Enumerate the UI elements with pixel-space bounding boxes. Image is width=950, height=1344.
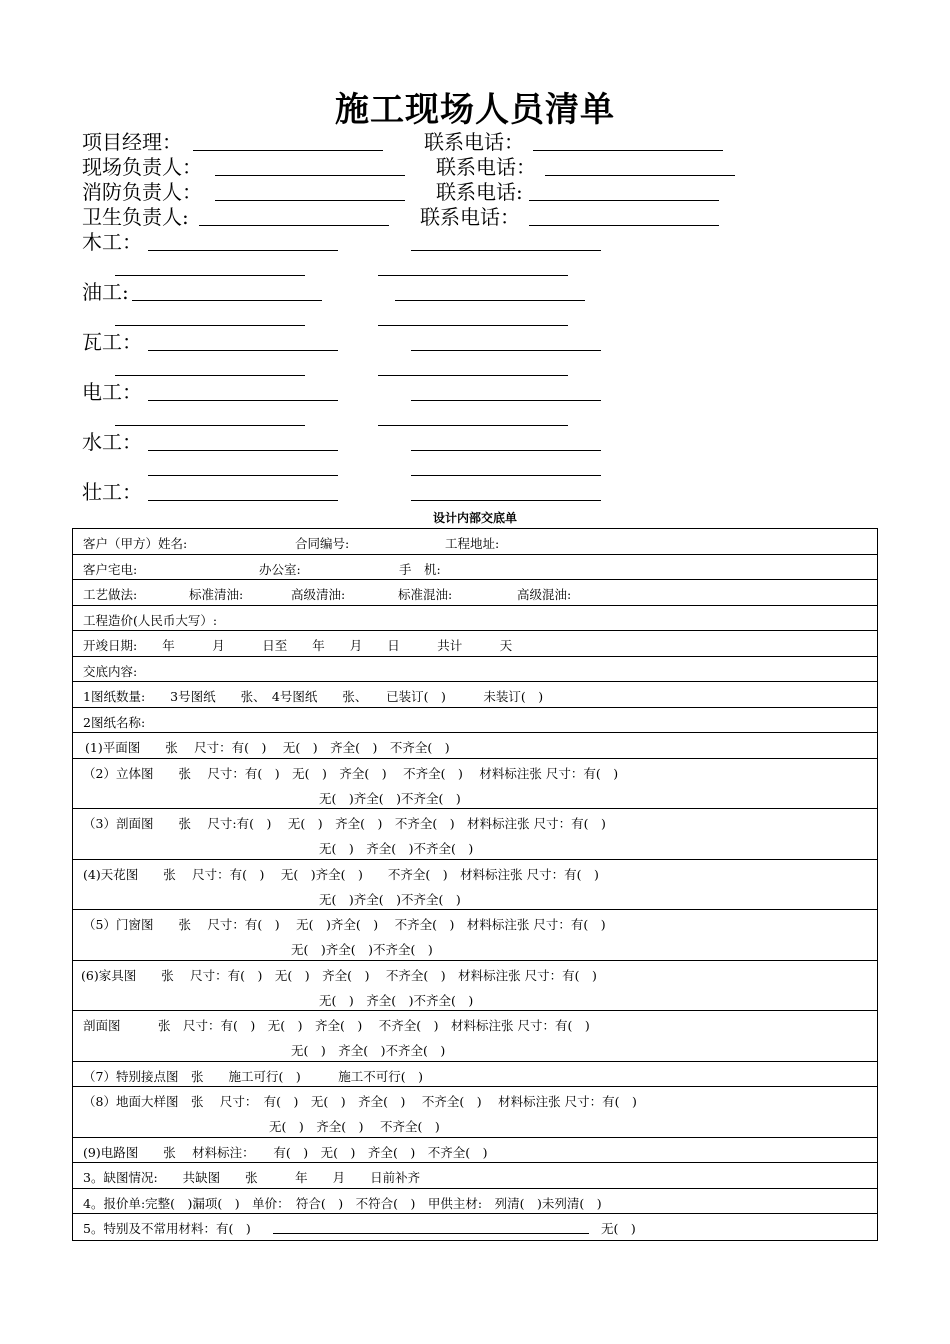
carpenter-field-3[interactable] xyxy=(115,275,305,276)
fire-leader-phone-field[interactable] xyxy=(529,200,719,201)
floor-drawing-line-2: 无( ) 齐全( ) 不齐全( ) xyxy=(269,1119,440,1134)
plumber-field-3[interactable] xyxy=(148,475,338,476)
drawings-count-line: 1图纸数量: 3号图纸 张、 4号图纸 张、 已装订( ) 未装订( ) xyxy=(83,689,544,704)
table-row xyxy=(73,606,877,632)
cost-label: 工程造价(人民币大写）: xyxy=(83,612,218,628)
electrician-field-1[interactable] xyxy=(148,400,338,401)
painter-field-2[interactable] xyxy=(395,300,585,301)
handover-form-table xyxy=(72,528,878,1241)
quote-line: 4。报价单:完整( )漏项( ) 单价： 符合( ) 不符合( ) 甲供主材: 列清( )未列清( ) xyxy=(83,1195,602,1211)
table-row xyxy=(73,1087,877,1138)
table-row xyxy=(73,631,877,657)
furniture-drawing-line: (6)家具图 张 尺寸：有( ) 无( ) 齐全( ) 不齐全( ) 材料标注张 尺寸：有( ) xyxy=(81,967,597,983)
section-drawing-line-2: 无( ) 齐全( )不齐全( ) xyxy=(319,841,474,856)
client-name-label: 客户（甲方）姓名: xyxy=(83,536,188,551)
ceiling-drawing-line: (4)天花图 张 尺寸：有( ) 无( )齐全( ) 不齐全( ) 材料标注张 尺寸：有( ) xyxy=(83,866,599,882)
electrician-field-4[interactable] xyxy=(378,425,568,426)
elevation-drawing-line-2: 无( )齐全( )不齐全( ) xyxy=(319,790,461,806)
special-material-label: 5。特别及不常用材料：有( ) xyxy=(83,1221,251,1236)
site-leader-field[interactable] xyxy=(215,175,405,176)
high-clear-oil-label: 高级清油: xyxy=(291,587,346,602)
project-address-label: 工程地址: xyxy=(445,536,500,551)
carpenter-field-4[interactable] xyxy=(378,275,568,276)
contract-no-label: 合同编号: xyxy=(295,536,350,551)
high-mixed-oil-label: 高级混油: xyxy=(517,587,572,602)
table-row xyxy=(73,529,877,555)
section2-drawing-line: 剖面图 张 尺寸：有( ) 无( ) 齐全( ) 不齐全( ) 材料标注张 尺寸：有( ) xyxy=(83,1018,590,1033)
plumber-field-1[interactable] xyxy=(148,450,338,451)
special-material-field[interactable] xyxy=(273,1233,589,1234)
plumber-label: 水工： xyxy=(82,430,142,454)
page-title: 施工现场人员清单 xyxy=(335,90,615,130)
project-manager-phone-field[interactable] xyxy=(533,150,723,151)
window-drawing-line: （5）门窗图 张 尺寸：有( ) 无( )齐全( ) 不齐全( ) 材料标注张 尺寸：有( ) xyxy=(83,917,606,932)
plumber-field-4[interactable] xyxy=(411,475,601,476)
date-line: 开竣日期: 年 月 日至 年 月 日 共计 天 xyxy=(83,638,513,653)
table-row xyxy=(73,657,877,683)
table-row xyxy=(73,682,877,708)
table-row xyxy=(73,1163,877,1189)
carpenter-label: 木工： xyxy=(82,230,142,254)
laborer-label: 壮工： xyxy=(82,480,142,504)
office-phone-label: 办公室: xyxy=(259,561,301,577)
painter-field-4[interactable] xyxy=(378,325,568,326)
window-drawing-line-2: 无( )齐全( )不齐全( ) xyxy=(291,942,433,957)
table-row xyxy=(73,809,877,860)
table-row xyxy=(73,759,877,810)
ceiling-drawing-line-2: 无( )齐全( )不齐全( ) xyxy=(319,891,461,907)
carpenter-field-1[interactable] xyxy=(148,250,338,251)
furniture-drawing-line-2: 无( ) 齐全( )不齐全( ) xyxy=(319,992,474,1008)
missing-drawings-line: 3。缺图情况: 共缺图 张 年 月 日前补齐 xyxy=(83,1170,421,1185)
special-joint-line: （7）特别接点图 张 施工可行( ) 施工不可行( ) xyxy=(83,1068,423,1084)
special-material-none: 无( ) xyxy=(601,1221,636,1236)
hygiene-leader-phone-label: 联系电话： xyxy=(420,205,520,229)
electrician-field-2[interactable] xyxy=(411,400,601,401)
floor-drawing-line: （8）地面大样图 张 尺寸： 有( ) 无( ) 齐全( ) 不齐全( ) 材料标注张 尺寸：有( ) xyxy=(83,1094,637,1109)
project-manager-label: 项目经理： xyxy=(82,130,182,154)
laborer-field-2[interactable] xyxy=(411,500,601,501)
table-row xyxy=(73,1062,877,1088)
process-label: 工艺做法: xyxy=(83,587,138,602)
tiler-field-2[interactable] xyxy=(411,350,601,351)
fire-leader-label: 消防负责人： xyxy=(82,180,202,204)
table-row xyxy=(73,708,877,734)
elevation-drawing-line: （2）立体图 张 尺寸：有( ) 无( ) 齐全( ) 不齐全( ) 材料标注张 尺寸：有( ) xyxy=(83,765,619,781)
circuit-drawing-line: (9)电路图 张 材料标注： 有( ) 无( ) 齐全( ) 不齐全( ) xyxy=(83,1144,488,1160)
section-drawing-line: （3）剖面图 张 尺寸:有( ) 无( ) 齐全( ) 不齐全( ) 材料标注张 尺寸：有( ) xyxy=(83,816,606,831)
electrician-label: 电工： xyxy=(82,380,142,404)
painter-field-3[interactable] xyxy=(115,325,305,326)
section2-drawing-line-2: 无( ) 齐全( )不齐全( ) xyxy=(291,1043,446,1058)
hygiene-leader-field[interactable] xyxy=(199,225,389,226)
plan-drawing-line: (1)平面图 张 尺寸：有( ) 无( ) 齐全( ) 不齐全( ) xyxy=(85,740,450,755)
table-row xyxy=(73,733,877,759)
painter-label: 油工: xyxy=(82,280,129,304)
site-leader-phone-field[interactable] xyxy=(545,175,735,176)
project-manager-phone-label: 联系电话： xyxy=(424,130,524,154)
table-row xyxy=(73,1189,877,1215)
fire-leader-phone-label: 联系电话: xyxy=(436,180,523,204)
painter-field-1[interactable] xyxy=(132,300,322,301)
plumber-field-2[interactable] xyxy=(411,450,601,451)
hygiene-leader-label: 卫生负责人: xyxy=(82,205,189,229)
drawings-name-label: 2图纸名称: xyxy=(83,714,146,730)
mobile-label: 手 机: xyxy=(399,561,441,577)
hygiene-leader-phone-field[interactable] xyxy=(529,225,719,226)
site-leader-phone-label: 联系电话： xyxy=(436,155,536,179)
fire-leader-field[interactable] xyxy=(215,200,405,201)
table-row xyxy=(73,580,877,606)
tiler-field-3[interactable] xyxy=(115,375,305,376)
table-row xyxy=(73,1214,877,1240)
table-row xyxy=(73,910,877,961)
std-clear-oil-label: 标准清油: xyxy=(189,587,244,602)
table-row xyxy=(73,1011,877,1062)
tiler-field-1[interactable] xyxy=(148,350,338,351)
laborer-field-1[interactable] xyxy=(148,500,338,501)
form-title: 设计内部交底单 xyxy=(432,511,517,525)
tiler-field-4[interactable] xyxy=(378,375,568,376)
table-row xyxy=(73,555,877,581)
tiler-label: 瓦工： xyxy=(82,330,142,354)
electrician-field-3[interactable] xyxy=(115,425,305,426)
table-row xyxy=(73,1138,877,1164)
project-manager-field[interactable] xyxy=(193,150,383,151)
home-phone-label: 客户宅电: xyxy=(83,561,138,577)
table-row xyxy=(73,961,877,1012)
content-label: 交底内容: xyxy=(83,663,138,679)
table-row xyxy=(73,860,877,911)
std-mixed-oil-label: 标准混油: xyxy=(398,587,453,602)
site-leader-label: 现场负责人： xyxy=(82,155,202,179)
carpenter-field-2[interactable] xyxy=(411,250,601,251)
